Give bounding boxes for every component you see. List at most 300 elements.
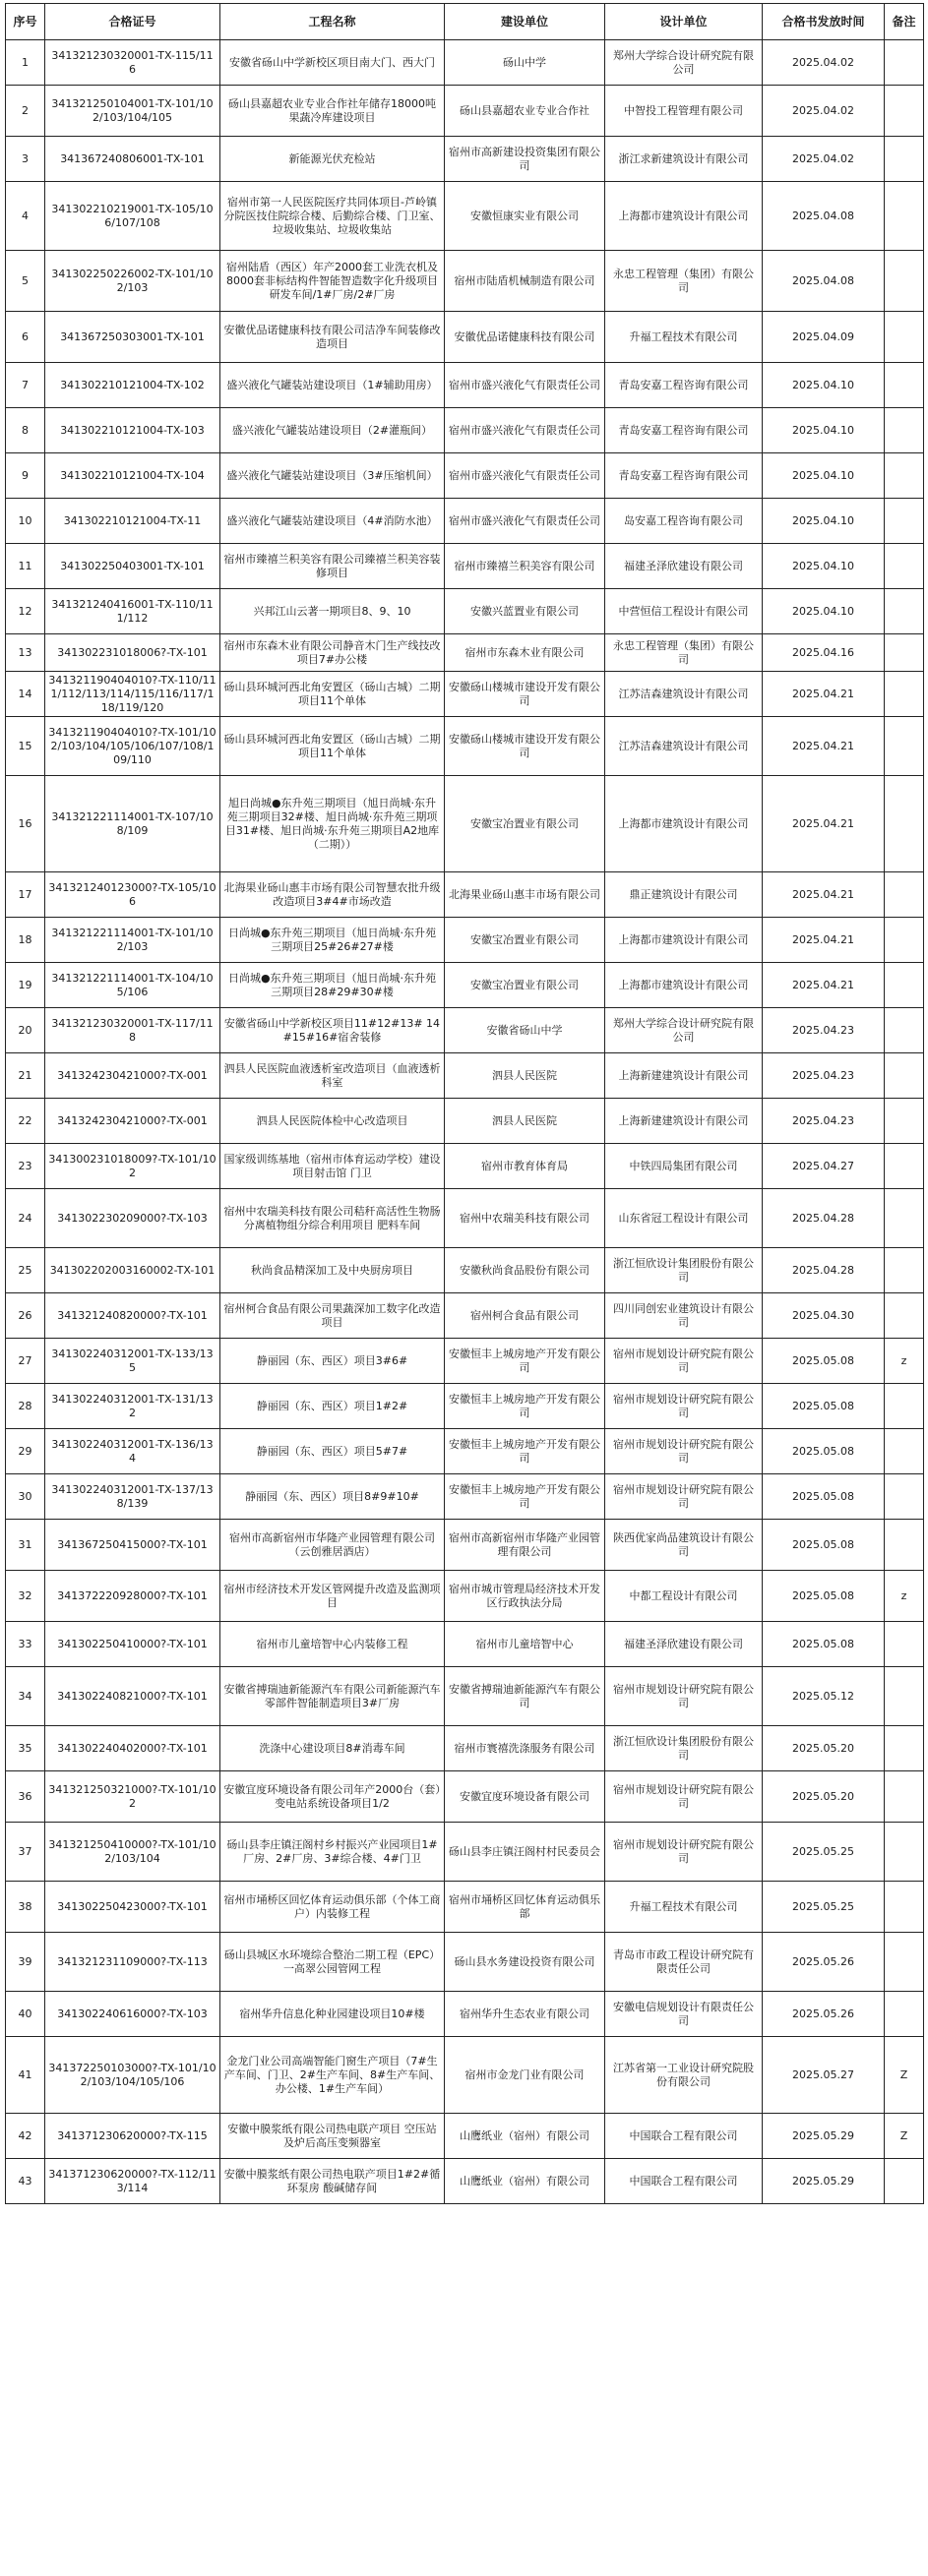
project-name: 日尚城●东升苑三期项目（旭日尚城·东升苑三期项目28#29#30#楼 xyxy=(220,963,445,1008)
table-row xyxy=(6,86,924,137)
designer-unit: 中铁四局集团有限公司 xyxy=(605,1144,763,1189)
table-row xyxy=(6,453,924,499)
note xyxy=(885,1008,924,1053)
table-row xyxy=(6,408,924,453)
table-row xyxy=(6,872,924,918)
cert-number: 341302250403001-TX-101 xyxy=(45,544,220,589)
builder-unit: 宿州市金龙门业有限公司 xyxy=(445,2037,605,2114)
cert-number: 341302210219001-TX-105/106/107/108 xyxy=(45,182,220,251)
project-name: 泗县人民医院体检中心改造项目 xyxy=(220,1099,445,1144)
cert-number: 341302210121004-TX-102 xyxy=(45,363,220,408)
table-row xyxy=(6,1384,924,1429)
builder-unit: 安徽恒丰上城房地产开发有限公司 xyxy=(445,1384,605,1429)
note xyxy=(885,1823,924,1882)
cert-number: 341302240821000?-TX-101 xyxy=(45,1667,220,1726)
builder-unit: 宿州市寰禧洗涤服务有限公司 xyxy=(445,1726,605,1771)
designer-unit: 上海都市建筑设计有限公司 xyxy=(605,182,763,251)
issue-date: 2025.04.23 xyxy=(763,1099,885,1144)
table-row xyxy=(6,776,924,872)
designer-unit: 上海都市建筑设计有限公司 xyxy=(605,963,763,1008)
cert-number: 341302240312001-TX-133/135 xyxy=(45,1339,220,1384)
builder-unit: 安徽优品诺健康科技有限公司 xyxy=(445,312,605,363)
row-number: 35 xyxy=(6,1726,45,1771)
project-name: 宿州中农瑞美科技有限公司秸秆高活性生物肠分离植物组分综合利用项目 肥料车间 xyxy=(220,1189,445,1248)
cert-number: 341321221114001-TX-107/108/109 xyxy=(45,776,220,872)
note: Z xyxy=(885,2114,924,2159)
note: z xyxy=(885,1571,924,1622)
project-name: 泗县人民医院血液透析室改造项目（血液透析科室 xyxy=(220,1053,445,1099)
table-row xyxy=(6,1339,924,1384)
project-name: 安徽省砀山中学新校区项目南大门、西大门 xyxy=(220,40,445,86)
note xyxy=(885,1520,924,1571)
note xyxy=(885,40,924,86)
project-name: 静丽园（东、西区）项目8#9#10# xyxy=(220,1474,445,1520)
row-number: 24 xyxy=(6,1189,45,1248)
row-number: 17 xyxy=(6,872,45,918)
table-row xyxy=(6,182,924,251)
table-row xyxy=(6,40,924,86)
note xyxy=(885,453,924,499)
builder-unit: 泗县人民医院 xyxy=(445,1099,605,1144)
builder-unit: 泗县人民医院 xyxy=(445,1053,605,1099)
designer-unit: 郑州大学综合设计研究院有限公司 xyxy=(605,1008,763,1053)
builder-unit: 宿州市儿童培智中心 xyxy=(445,1622,605,1667)
cert-number: 341321221114001-TX-101/102/103 xyxy=(45,918,220,963)
issue-date: 2025.05.25 xyxy=(763,1882,885,1933)
note xyxy=(885,363,924,408)
note: Z xyxy=(885,2037,924,2114)
cert-number: 341321190404010?-TX-101/102/103/104/105/106/107/108/109/110 xyxy=(45,717,220,776)
table-row xyxy=(6,363,924,408)
builder-unit: 安徽宝冶置业有限公司 xyxy=(445,776,605,872)
builder-unit: 宿州市教育体育局 xyxy=(445,1144,605,1189)
table-row xyxy=(6,1992,924,2037)
project-name: 安徽优品诺健康科技有限公司洁净车间装修改造项目 xyxy=(220,312,445,363)
row-number: 34 xyxy=(6,1667,45,1726)
cert-number: 341372220928000?-TX-101 xyxy=(45,1571,220,1622)
table-row xyxy=(6,1293,924,1339)
row-number: 29 xyxy=(6,1429,45,1474)
table-row xyxy=(6,1882,924,1933)
issue-date: 2025.04.02 xyxy=(763,137,885,182)
designer-unit: 升福工程技术有限公司 xyxy=(605,312,763,363)
issue-date: 2025.04.23 xyxy=(763,1053,885,1099)
header-row xyxy=(6,4,924,40)
builder-unit: 砀山中学 xyxy=(445,40,605,86)
cert-number: 341321221114001-TX-104/105/106 xyxy=(45,963,220,1008)
header-cert: 合格证号 xyxy=(45,4,220,40)
table-row xyxy=(6,1474,924,1520)
cert-number: 341300231018009?-TX-101/102 xyxy=(45,1144,220,1189)
project-name: 宿州市高新宿州市华隆产业园管理有限公司（云创雅居酒店） xyxy=(220,1520,445,1571)
note xyxy=(885,1429,924,1474)
row-number: 42 xyxy=(6,2114,45,2159)
designer-unit: 福建圣泽欣建设有限公司 xyxy=(605,1622,763,1667)
table-row xyxy=(6,1099,924,1144)
issue-date: 2025.05.08 xyxy=(763,1571,885,1622)
project-name: 安徽中膜浆纸有限公司热电联产项目 空压站及炉后高压变频器室 xyxy=(220,2114,445,2159)
table-row xyxy=(6,1008,924,1053)
designer-unit: 宿州市规划设计研究院有限公司 xyxy=(605,1339,763,1384)
project-name: 宿州市第一人民医院医疗共同体项目-芦岭镇分院医技住院综合楼、后勤综合楼、门卫室、垃圾收集站、垃圾收集站 xyxy=(220,182,445,251)
note xyxy=(885,1053,924,1099)
note xyxy=(885,499,924,544)
table-row xyxy=(6,2037,924,2114)
table-row xyxy=(6,1189,924,1248)
project-name: 安徽宜度环境设备有限公司年产2000台（套）变电站系统设备项目1/2 xyxy=(220,1771,445,1823)
note xyxy=(885,86,924,137)
project-name: 旭日尚城●东升苑三期项目（旭日尚城·东升苑三期项目32#楼、旭日尚城·东升苑三期项目31#楼、旭日尚城·东升苑三期项目A2地库（二期）） xyxy=(220,776,445,872)
note xyxy=(885,963,924,1008)
project-name: 秋尚食品精深加工及中央厨房项目 xyxy=(220,1248,445,1293)
project-name: 宿州市儿童培智中心内装修工程 xyxy=(220,1622,445,1667)
designer-unit: 宿州市规划设计研究院有限公司 xyxy=(605,1823,763,1882)
builder-unit: 宿州市盛兴液化气有限责任公司 xyxy=(445,499,605,544)
project-name: 国家级训练基地（宿州市体育运动学校）建设项目射击馆 门卫 xyxy=(220,1144,445,1189)
project-name: 盛兴液化气罐装站建设项目（4#消防水池） xyxy=(220,499,445,544)
designer-unit: 上海新建建筑设计有限公司 xyxy=(605,1053,763,1099)
note xyxy=(885,1248,924,1293)
table-row xyxy=(6,717,924,776)
row-number: 39 xyxy=(6,1933,45,1992)
designer-unit: 中国联合工程有限公司 xyxy=(605,2159,763,2204)
issue-date: 2025.04.10 xyxy=(763,589,885,634)
table-row xyxy=(6,1933,924,1992)
designer-unit: 上海都市建筑设计有限公司 xyxy=(605,776,763,872)
cert-number: 341371230620000?-TX-112/113/114 xyxy=(45,2159,220,2204)
certificate-table xyxy=(5,3,924,2204)
note xyxy=(885,544,924,589)
row-number: 4 xyxy=(6,182,45,251)
row-number: 36 xyxy=(6,1771,45,1823)
designer-unit: 中营恒信工程设计有限公司 xyxy=(605,589,763,634)
cert-number: 341302240402000?-TX-101 xyxy=(45,1726,220,1771)
issue-date: 2025.04.10 xyxy=(763,453,885,499)
table-row xyxy=(6,1622,924,1667)
cert-number: 341302250226002-TX-101/102/103 xyxy=(45,251,220,312)
table-row xyxy=(6,1726,924,1771)
project-name: 静丽园（东、西区）项目5#7# xyxy=(220,1429,445,1474)
cert-number: 341321250321000?-TX-101/102 xyxy=(45,1771,220,1823)
builder-unit: 安徽宝冶置业有限公司 xyxy=(445,918,605,963)
header-date: 合格书发放时间 xyxy=(763,4,885,40)
note xyxy=(885,872,924,918)
builder-unit: 砀山县水务建设投资有限公司 xyxy=(445,1933,605,1992)
designer-unit: 青岛安嘉工程咨询有限公司 xyxy=(605,363,763,408)
table-body xyxy=(6,40,924,2204)
table-row xyxy=(6,1144,924,1189)
designer-unit: 江苏洁森建筑设计有限公司 xyxy=(605,717,763,776)
cert-number: 341302240616000?-TX-103 xyxy=(45,1992,220,2037)
cert-number: 341302240312001-TX-131/132 xyxy=(45,1384,220,1429)
builder-unit: 宿州中农瑞美科技有限公司 xyxy=(445,1189,605,1248)
project-name: 安徽省搏瑞迪新能源汽车有限公司新能源汽车零部件智能制造项目3#厂房 xyxy=(220,1667,445,1726)
designer-unit: 岛安嘉工程咨询有限公司 xyxy=(605,499,763,544)
designer-unit: 江苏洁森建筑设计有限公司 xyxy=(605,672,763,717)
project-name: 宿州市经济技术开发区管网提升改造及监测项目 xyxy=(220,1571,445,1622)
designer-unit: 浙江求新建筑设计有限公司 xyxy=(605,137,763,182)
table-row xyxy=(6,634,924,672)
designer-unit: 永忠工程管理（集团）有限公司 xyxy=(605,251,763,312)
issue-date: 2025.05.25 xyxy=(763,1823,885,1882)
row-number: 13 xyxy=(6,634,45,672)
note xyxy=(885,1667,924,1726)
row-number: 28 xyxy=(6,1384,45,1429)
project-name: 静丽园（东、西区）项目1#2# xyxy=(220,1384,445,1429)
builder-unit: 宿州华升生态农业有限公司 xyxy=(445,1992,605,2037)
designer-unit: 宿州市规划设计研究院有限公司 xyxy=(605,1384,763,1429)
cert-number: 341321240416001-TX-110/111/112 xyxy=(45,589,220,634)
header-project: 工程名称 xyxy=(220,4,445,40)
note xyxy=(885,1099,924,1144)
cert-number: 341302210121004-TX-103 xyxy=(45,408,220,453)
builder-unit: 安徽省搏瑞迪新能源汽车有限公司 xyxy=(445,1667,605,1726)
project-name: 宿州陆盾（西区）年产2000套工业洗衣机及8000套非标结构件智能智造数字化升级项目研发车间/1#厂房/2#厂房 xyxy=(220,251,445,312)
issue-date: 2025.04.02 xyxy=(763,86,885,137)
cert-number: 341302250423000?-TX-101 xyxy=(45,1882,220,1933)
project-name: 砀山县李庄镇汪阁村乡村振兴产业园项目1#厂房、2#厂房、3#综合楼、4#门卫 xyxy=(220,1823,445,1882)
issue-date: 2025.04.10 xyxy=(763,408,885,453)
header-designer: 设计单位 xyxy=(605,4,763,40)
row-number: 40 xyxy=(6,1992,45,2037)
designer-unit: 宿州市规划设计研究院有限公司 xyxy=(605,1429,763,1474)
cert-number: 341321230320001-TX-117/118 xyxy=(45,1008,220,1053)
cert-number: 341321240123000?-TX-105/106 xyxy=(45,872,220,918)
certificate-table-container xyxy=(5,3,924,2204)
project-name: 砀山县城区水环境综合整治二期工程（EPC）一高翠公园管网工程 xyxy=(220,1933,445,1992)
designer-unit: 青岛市市政工程设计研究院有限责任公司 xyxy=(605,1933,763,1992)
header-builder: 建设单位 xyxy=(445,4,605,40)
issue-date: 2025.04.30 xyxy=(763,1293,885,1339)
note xyxy=(885,1474,924,1520)
cert-number: 341302202003160002-TX-101 xyxy=(45,1248,220,1293)
issue-date: 2025.04.16 xyxy=(763,634,885,672)
project-name: 北海果业砀山惠丰市场有限公司智慧农批升级改造项目3#4#市场改造 xyxy=(220,872,445,918)
designer-unit: 上海新建建筑设计有限公司 xyxy=(605,1099,763,1144)
cert-number: 341324230421000?-TX-001 xyxy=(45,1099,220,1144)
project-name: 日尚城●东升苑三期项目（旭日尚城·东升苑三期项目25#26#27#楼 xyxy=(220,918,445,963)
builder-unit: 安徽恒丰上城房地产开发有限公司 xyxy=(445,1339,605,1384)
issue-date: 2025.04.21 xyxy=(763,872,885,918)
issue-date: 2025.04.08 xyxy=(763,182,885,251)
row-number: 19 xyxy=(6,963,45,1008)
table-row xyxy=(6,312,924,363)
issue-date: 2025.04.10 xyxy=(763,499,885,544)
row-number: 32 xyxy=(6,1571,45,1622)
table-row xyxy=(6,2114,924,2159)
table-row xyxy=(6,1667,924,1726)
cert-number: 341302240312001-TX-136/134 xyxy=(45,1429,220,1474)
table-row xyxy=(6,1823,924,1882)
builder-unit: 砀山县嘉超农业专业合作社 xyxy=(445,86,605,137)
designer-unit: 安徽电信规划设计有限责任公司 xyxy=(605,1992,763,2037)
issue-date: 2025.05.20 xyxy=(763,1726,885,1771)
project-name: 宿州柯合食品有限公司果蔬深加工数字化改造项目 xyxy=(220,1293,445,1339)
table-row xyxy=(6,137,924,182)
note: z xyxy=(885,1339,924,1384)
table-row xyxy=(6,1771,924,1823)
cert-number: 341302250410000?-TX-101 xyxy=(45,1622,220,1667)
note xyxy=(885,717,924,776)
note xyxy=(885,312,924,363)
issue-date: 2025.04.28 xyxy=(763,1248,885,1293)
table-row xyxy=(6,2159,924,2204)
project-name: 宿州市埇桥区回忆体育运动俱乐部（个体工商户）内装修工程 xyxy=(220,1882,445,1933)
builder-unit: 安徽兴蓝置业有限公司 xyxy=(445,589,605,634)
project-name: 砀山县环城河西北角安置区（砀山古城）二期项目11个单体 xyxy=(220,672,445,717)
table-row xyxy=(6,918,924,963)
issue-date: 2025.04.23 xyxy=(763,1008,885,1053)
builder-unit: 宿州市高新建设投资集团有限公司 xyxy=(445,137,605,182)
cert-number: 341321230320001-TX-115/116 xyxy=(45,40,220,86)
row-number: 10 xyxy=(6,499,45,544)
note xyxy=(885,672,924,717)
note xyxy=(885,251,924,312)
issue-date: 2025.05.08 xyxy=(763,1474,885,1520)
issue-date: 2025.04.21 xyxy=(763,918,885,963)
table-row xyxy=(6,499,924,544)
cert-number: 341372250103000?-TX-101/102/103/104/105/106 xyxy=(45,2037,220,2114)
issue-date: 2025.05.08 xyxy=(763,1520,885,1571)
project-name: 宿州华升信息化种业园建设项目10#楼 xyxy=(220,1992,445,2037)
row-number: 8 xyxy=(6,408,45,453)
note xyxy=(885,1771,924,1823)
project-name: 静丽园（东、西区）项目3#6# xyxy=(220,1339,445,1384)
designer-unit: 郑州大学综合设计研究院有限公司 xyxy=(605,40,763,86)
issue-date: 2025.04.21 xyxy=(763,717,885,776)
project-name: 宿州市臻禧兰积美容有限公司臻禧兰积美容装修项目 xyxy=(220,544,445,589)
note xyxy=(885,1933,924,1992)
row-number: 23 xyxy=(6,1144,45,1189)
row-number: 38 xyxy=(6,1882,45,1933)
cert-number: 341321250410000?-TX-101/102/103/104 xyxy=(45,1823,220,1882)
issue-date: 2025.04.28 xyxy=(763,1189,885,1248)
note xyxy=(885,182,924,251)
issue-date: 2025.05.12 xyxy=(763,1667,885,1726)
table-row xyxy=(6,963,924,1008)
issue-date: 2025.05.29 xyxy=(763,2114,885,2159)
note xyxy=(885,1992,924,2037)
cert-number: 341302230209000?-TX-103 xyxy=(45,1189,220,1248)
builder-unit: 山鹰纸业（宿州）有限公司 xyxy=(445,2159,605,2204)
builder-unit: 北海果业砀山惠丰市场有限公司 xyxy=(445,872,605,918)
note xyxy=(885,1293,924,1339)
cert-number: 341302231018006?-TX-101 xyxy=(45,634,220,672)
row-number: 16 xyxy=(6,776,45,872)
row-number: 12 xyxy=(6,589,45,634)
issue-date: 2025.05.26 xyxy=(763,1992,885,2037)
cert-number: 341302210121004-TX-104 xyxy=(45,453,220,499)
builder-unit: 安徽砀山楼城市建设开发有限公司 xyxy=(445,672,605,717)
note xyxy=(885,589,924,634)
note xyxy=(885,408,924,453)
note xyxy=(885,1882,924,1933)
builder-unit: 山鹰纸业（宿州）有限公司 xyxy=(445,2114,605,2159)
table-row xyxy=(6,1248,924,1293)
designer-unit: 中智投工程管理有限公司 xyxy=(605,86,763,137)
row-number: 41 xyxy=(6,2037,45,2114)
builder-unit: 安徽砀山楼城市建设开发有限公司 xyxy=(445,717,605,776)
row-number: 1 xyxy=(6,40,45,86)
project-name: 洗涤中心建设项目8#消毒车间 xyxy=(220,1726,445,1771)
table-row xyxy=(6,589,924,634)
builder-unit: 宿州柯合食品有限公司 xyxy=(445,1293,605,1339)
cert-number: 341302210121004-TX-11 xyxy=(45,499,220,544)
cert-number: 341371230620000?-TX-115 xyxy=(45,2114,220,2159)
designer-unit: 中都工程设计有限公司 xyxy=(605,1571,763,1622)
note xyxy=(885,776,924,872)
project-name: 兴邦江山云著一期项目8、9、10 xyxy=(220,589,445,634)
builder-unit: 宿州市高新宿州市华隆产业园管理有限公司 xyxy=(445,1520,605,1571)
issue-date: 2025.04.21 xyxy=(763,963,885,1008)
issue-date: 2025.05.08 xyxy=(763,1622,885,1667)
builder-unit: 安徽恒康实业有限公司 xyxy=(445,182,605,251)
project-name: 盛兴液化气罐装站建设项目（1#辅助用房） xyxy=(220,363,445,408)
table-row xyxy=(6,672,924,717)
builder-unit: 安徽宝冶置业有限公司 xyxy=(445,963,605,1008)
builder-unit: 安徽秋尚食品股份有限公司 xyxy=(445,1248,605,1293)
cert-number: 341321250104001-TX-101/102/103/104/105 xyxy=(45,86,220,137)
issue-date: 2025.05.08 xyxy=(763,1429,885,1474)
row-number: 18 xyxy=(6,918,45,963)
project-name: 安徽中膜浆纸有限公司热电联产项目1#2#循环泵房 酸碱储存间 xyxy=(220,2159,445,2204)
builder-unit: 砀山县李庄镇汪阁村村民委员会 xyxy=(445,1823,605,1882)
designer-unit: 山东省冠工程设计有限公司 xyxy=(605,1189,763,1248)
cert-number: 341367250303001-TX-101 xyxy=(45,312,220,363)
row-number: 14 xyxy=(6,672,45,717)
cert-number: 341367250415000?-TX-101 xyxy=(45,1520,220,1571)
row-number: 9 xyxy=(6,453,45,499)
note xyxy=(885,1144,924,1189)
designer-unit: 陕西优家尚品建筑设计有限公司 xyxy=(605,1520,763,1571)
issue-date: 2025.05.20 xyxy=(763,1771,885,1823)
builder-unit: 宿州市埇桥区回忆体育运动俱乐部 xyxy=(445,1882,605,1933)
builder-unit: 安徽宜度环境设备有限公司 xyxy=(445,1771,605,1823)
row-number: 43 xyxy=(6,2159,45,2204)
note xyxy=(885,1622,924,1667)
issue-date: 2025.04.10 xyxy=(763,544,885,589)
note xyxy=(885,1384,924,1429)
cert-number: 341321240820000?-TX-101 xyxy=(45,1293,220,1339)
issue-date: 2025.04.10 xyxy=(763,363,885,408)
project-name: 砀山县嘉超农业专业合作社年储存18000吨果蔬冷库建设项目 xyxy=(220,86,445,137)
cert-number: 341367240806001-TX-101 xyxy=(45,137,220,182)
designer-unit: 浙江恒欣设计集团股份有限公司 xyxy=(605,1726,763,1771)
note xyxy=(885,137,924,182)
header-no: 序号 xyxy=(6,4,45,40)
designer-unit: 四川同创宏业建筑设计有限公司 xyxy=(605,1293,763,1339)
row-number: 3 xyxy=(6,137,45,182)
builder-unit: 安徽恒丰上城房地产开发有限公司 xyxy=(445,1474,605,1520)
cert-number: 341321190404010?-TX-110/111/112/113/114/115/116/117/118/119/120 xyxy=(45,672,220,717)
note xyxy=(885,1726,924,1771)
note xyxy=(885,1189,924,1248)
designer-unit: 宿州市规划设计研究院有限公司 xyxy=(605,1667,763,1726)
project-name: 砀山县环城河西北角安置区（砀山古城）二期项目11个单体 xyxy=(220,717,445,776)
issue-date: 2025.04.08 xyxy=(763,251,885,312)
row-number: 27 xyxy=(6,1339,45,1384)
table-row xyxy=(6,544,924,589)
designer-unit: 宿州市规划设计研究院有限公司 xyxy=(605,1771,763,1823)
table-row xyxy=(6,1520,924,1571)
cert-number: 341302240312001-TX-137/138/139 xyxy=(45,1474,220,1520)
builder-unit: 宿州市盛兴液化气有限责任公司 xyxy=(445,453,605,499)
row-number: 21 xyxy=(6,1053,45,1099)
builder-unit: 宿州市盛兴液化气有限责任公司 xyxy=(445,408,605,453)
issue-date: 2025.05.26 xyxy=(763,1933,885,1992)
table-row xyxy=(6,1053,924,1099)
designer-unit: 青岛安嘉工程咨询有限公司 xyxy=(605,408,763,453)
